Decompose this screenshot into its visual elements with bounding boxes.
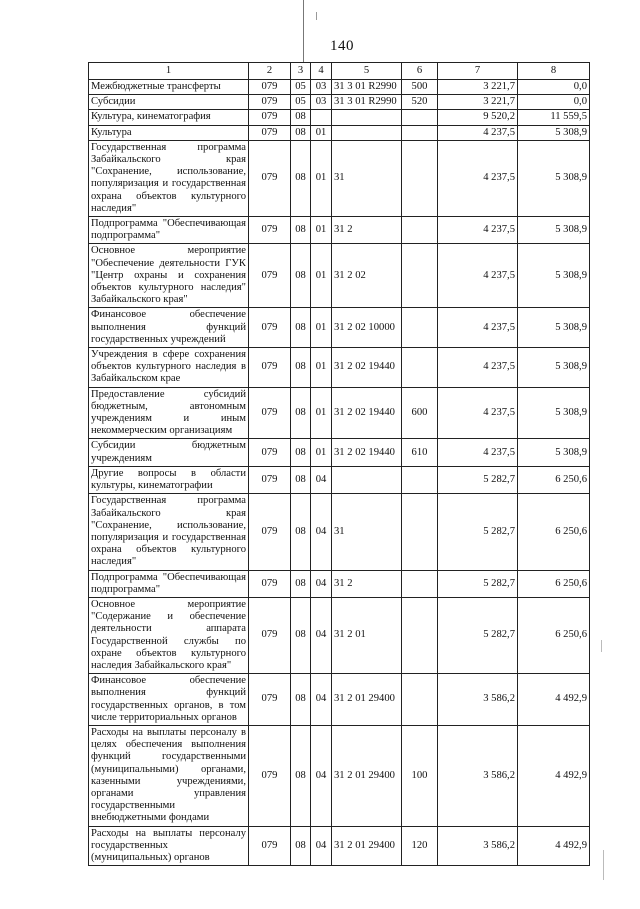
subsection-cell: 01 [311, 439, 332, 466]
amount-year1-cell: 3 586,2 [438, 725, 518, 826]
amount-year2-cell: 5 308,9 [518, 244, 590, 308]
subsection-cell: 04 [311, 570, 332, 597]
table-row [89, 217, 590, 244]
subsection-cell: 01 [311, 125, 332, 140]
expense-type-cell [402, 494, 438, 570]
subsection-cell: 04 [311, 725, 332, 826]
subsection-cell: 04 [311, 674, 332, 726]
section-cell: 08 [291, 140, 311, 216]
subsection-cell: 04 [311, 826, 332, 866]
row-name-cell: Государственная программа Забайкальского края "Сохранение, использование, популяризация и государственная охрана объектов культурного наследия" [89, 494, 249, 570]
scan-mark [601, 640, 602, 652]
table-row [89, 80, 590, 95]
subsection-cell: 01 [311, 140, 332, 216]
admin-code-cell: 079 [249, 387, 291, 439]
admin-code-cell: 079 [249, 597, 291, 673]
expense-type-cell [402, 466, 438, 493]
amount-year1-cell: 9 520,2 [438, 110, 518, 125]
row-name-cell: Подпрограмма "Обеспечивающая подпрограмма" [89, 570, 249, 597]
table-row [89, 348, 590, 388]
amount-year1-cell: 4 237,5 [438, 140, 518, 216]
table-row [89, 725, 590, 826]
column-header: 6 [402, 63, 438, 80]
admin-code-cell: 079 [249, 308, 291, 348]
amount-year2-cell: 5 308,9 [518, 348, 590, 388]
admin-code-cell: 079 [249, 466, 291, 493]
row-name-cell: Субсидии бюджетным учреждениям [89, 439, 249, 466]
target-article-cell: 31 2 02 [332, 244, 402, 308]
section-cell: 08 [291, 439, 311, 466]
subsection-cell: 01 [311, 244, 332, 308]
row-name-cell: Учреждения в сфере сохранения объектов культурного наследия в Забайкальском крае [89, 348, 249, 388]
row-name-cell: Другие вопросы в области культуры, кинематографии [89, 466, 249, 493]
amount-year1-cell: 5 282,7 [438, 570, 518, 597]
section-cell: 08 [291, 217, 311, 244]
column-header: 7 [438, 63, 518, 80]
amount-year2-cell: 4 492,9 [518, 674, 590, 726]
table-row [89, 674, 590, 726]
expense-type-cell [402, 674, 438, 726]
section-cell: 05 [291, 80, 311, 95]
expense-type-cell: 520 [402, 95, 438, 110]
row-name-cell: Финансовое обеспечение выполнения функций государственных органов, в том числе территориальных органов [89, 674, 249, 726]
target-article-cell: 31 2 02 19440 [332, 387, 402, 439]
amount-year1-cell: 5 282,7 [438, 597, 518, 673]
amount-year2-cell: 5 308,9 [518, 308, 590, 348]
subsection-cell: 01 [311, 387, 332, 439]
column-header: 2 [249, 63, 291, 80]
target-article-cell: 31 2 [332, 570, 402, 597]
target-article-cell: 31 2 01 29400 [332, 725, 402, 826]
target-article-cell: 31 [332, 140, 402, 216]
target-article-cell [332, 110, 402, 125]
amount-year1-cell: 5 282,7 [438, 466, 518, 493]
amount-year1-cell: 4 237,5 [438, 217, 518, 244]
target-article-cell: 31 3 01 R2990 [332, 95, 402, 110]
admin-code-cell: 079 [249, 725, 291, 826]
table-row [89, 140, 590, 216]
table-row [89, 95, 590, 110]
amount-year1-cell: 3 221,7 [438, 80, 518, 95]
target-article-cell: 31 2 02 10000 [332, 308, 402, 348]
expense-type-cell [402, 348, 438, 388]
expense-type-cell [402, 140, 438, 216]
admin-code-cell: 079 [249, 244, 291, 308]
column-header: 5 [332, 63, 402, 80]
amount-year2-cell: 11 559,5 [518, 110, 590, 125]
admin-code-cell: 079 [249, 494, 291, 570]
amount-year2-cell: 5 308,9 [518, 140, 590, 216]
admin-code-cell: 079 [249, 125, 291, 140]
section-cell: 08 [291, 125, 311, 140]
admin-code-cell: 079 [249, 570, 291, 597]
expense-type-cell [402, 308, 438, 348]
section-cell: 08 [291, 826, 311, 866]
scan-mark [603, 850, 604, 880]
section-cell: 08 [291, 725, 311, 826]
subsection-cell: 01 [311, 217, 332, 244]
amount-year2-cell: 4 492,9 [518, 826, 590, 866]
fold-line [303, 0, 304, 62]
expense-type-cell: 500 [402, 80, 438, 95]
page-number: 140 [330, 38, 354, 54]
scan-mark [316, 12, 317, 20]
row-name-cell: Подпрограмма "Обеспечивающая подпрограмма" [89, 217, 249, 244]
section-cell: 08 [291, 308, 311, 348]
table-row [89, 570, 590, 597]
amount-year2-cell: 5 308,9 [518, 439, 590, 466]
amount-year2-cell: 6 250,6 [518, 597, 590, 673]
row-name-cell: Предоставление субсидий бюджетным, автономным учреждениям и иным некоммерческим организациям [89, 387, 249, 439]
subsection-cell: 04 [311, 494, 332, 570]
section-cell: 08 [291, 570, 311, 597]
target-article-cell: 31 2 02 19440 [332, 348, 402, 388]
amount-year1-cell: 4 237,5 [438, 244, 518, 308]
table-header-row [89, 63, 590, 80]
amount-year1-cell: 4 237,5 [438, 348, 518, 388]
subsection-cell: 03 [311, 95, 332, 110]
target-article-cell: 31 [332, 494, 402, 570]
admin-code-cell: 079 [249, 439, 291, 466]
expense-type-cell [402, 244, 438, 308]
expense-type-cell: 120 [402, 826, 438, 866]
expense-type-cell [402, 570, 438, 597]
amount-year2-cell: 5 308,9 [518, 387, 590, 439]
subsection-cell: 04 [311, 597, 332, 673]
expense-type-cell [402, 597, 438, 673]
admin-code-cell: 079 [249, 140, 291, 216]
amount-year1-cell: 3 221,7 [438, 95, 518, 110]
row-name-cell: Основное мероприятие "Содержание и обеспечение деятельности аппарата Государственной службы по охране объектов культурного наследия Забайкальского края" [89, 597, 249, 673]
amount-year2-cell: 5 308,9 [518, 217, 590, 244]
row-name-cell: Культура [89, 125, 249, 140]
column-header: 3 [291, 63, 311, 80]
section-cell: 08 [291, 466, 311, 493]
amount-year2-cell: 6 250,6 [518, 466, 590, 493]
row-name-cell: Субсидии [89, 95, 249, 110]
expense-type-cell: 610 [402, 439, 438, 466]
amount-year2-cell: 0,0 [518, 80, 590, 95]
amount-year1-cell: 4 237,5 [438, 439, 518, 466]
table-row [89, 110, 590, 125]
row-name-cell: Культура, кинематография [89, 110, 249, 125]
target-article-cell [332, 125, 402, 140]
section-cell: 08 [291, 494, 311, 570]
table-row [89, 494, 590, 570]
target-article-cell: 31 3 01 R2990 [332, 80, 402, 95]
table-row [89, 387, 590, 439]
admin-code-cell: 079 [249, 348, 291, 388]
expense-type-cell [402, 217, 438, 244]
section-cell: 08 [291, 348, 311, 388]
admin-code-cell: 079 [249, 674, 291, 726]
target-article-cell [332, 466, 402, 493]
table-row [89, 466, 590, 493]
section-cell: 08 [291, 674, 311, 726]
row-name-cell: Основное мероприятие "Обеспечение деятельности ГУК "Центр охраны и сохранения объектов культурного наследия" Забайкальского края" [89, 244, 249, 308]
table-row [89, 597, 590, 673]
amount-year2-cell: 6 250,6 [518, 494, 590, 570]
budget-table [88, 62, 590, 866]
admin-code-cell: 079 [249, 80, 291, 95]
target-article-cell: 31 2 [332, 217, 402, 244]
expense-type-cell [402, 125, 438, 140]
admin-code-cell: 079 [249, 217, 291, 244]
section-cell: 08 [291, 110, 311, 125]
subsection-cell: 03 [311, 80, 332, 95]
amount-year1-cell: 5 282,7 [438, 494, 518, 570]
amount-year1-cell: 4 237,5 [438, 308, 518, 348]
expense-type-cell: 600 [402, 387, 438, 439]
row-name-cell: Расходы на выплаты персоналу государственных (муниципальных) органов [89, 826, 249, 866]
section-cell: 08 [291, 244, 311, 308]
table-row [89, 125, 590, 140]
subsection-cell [311, 110, 332, 125]
expense-type-cell [402, 110, 438, 125]
section-cell: 08 [291, 387, 311, 439]
admin-code-cell: 079 [249, 110, 291, 125]
subsection-cell: 01 [311, 348, 332, 388]
table-row [89, 308, 590, 348]
amount-year1-cell: 4 237,5 [438, 125, 518, 140]
column-header: 1 [89, 63, 249, 80]
target-article-cell: 31 2 01 [332, 597, 402, 673]
admin-code-cell: 079 [249, 95, 291, 110]
section-cell: 05 [291, 95, 311, 110]
amount-year1-cell: 3 586,2 [438, 674, 518, 726]
admin-code-cell: 079 [249, 826, 291, 866]
row-name-cell: Государственная программа Забайкальского края "Сохранение, использование, популяризация и государственная охрана объектов культурного наследия" [89, 140, 249, 216]
table-body [89, 80, 590, 866]
table-row [89, 439, 590, 466]
column-header: 4 [311, 63, 332, 80]
amount-year2-cell: 0,0 [518, 95, 590, 110]
table-row [89, 244, 590, 308]
row-name-cell: Расходы на выплаты персоналу в целях обеспечения выполнения функций государственными (муниципальными) органами, казенными учреждениями, органами управления государственными внебюджетными фондами [89, 725, 249, 826]
table-row [89, 826, 590, 866]
row-name-cell: Межбюджетные трансферты [89, 80, 249, 95]
amount-year2-cell: 6 250,6 [518, 570, 590, 597]
target-article-cell: 31 2 01 29400 [332, 674, 402, 726]
amount-year2-cell: 5 308,9 [518, 125, 590, 140]
section-cell: 08 [291, 597, 311, 673]
amount-year2-cell: 4 492,9 [518, 725, 590, 826]
amount-year1-cell: 4 237,5 [438, 387, 518, 439]
subsection-cell: 04 [311, 466, 332, 493]
subsection-cell: 01 [311, 308, 332, 348]
target-article-cell: 31 2 01 29400 [332, 826, 402, 866]
target-article-cell: 31 2 02 19440 [332, 439, 402, 466]
column-header: 8 [518, 63, 590, 80]
row-name-cell: Финансовое обеспечение выполнения функций государственных учреждений [89, 308, 249, 348]
expense-type-cell: 100 [402, 725, 438, 826]
amount-year1-cell: 3 586,2 [438, 826, 518, 866]
